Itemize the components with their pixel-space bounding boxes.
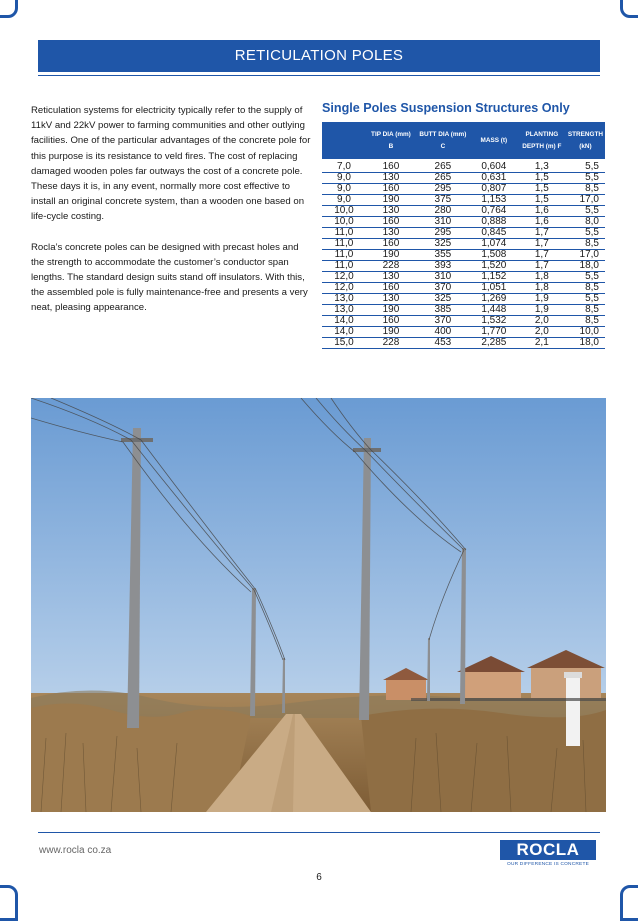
table-cell: 10,0 xyxy=(566,327,605,338)
logo-wordmark: ROCLA xyxy=(500,840,596,860)
table-cell: 5,5 xyxy=(566,272,605,283)
table-cell: 5,5 xyxy=(566,228,605,239)
table-cell: 130 xyxy=(366,228,416,239)
table-cell: 1,074 xyxy=(470,239,518,250)
table-cell: 1,532 xyxy=(470,316,518,327)
table-cell: 12,0 xyxy=(322,283,366,294)
col-mass-header: MASS (t) xyxy=(470,122,518,159)
page-number: 6 xyxy=(316,872,322,883)
table-cell: 130 xyxy=(366,206,416,217)
table-row xyxy=(322,250,605,261)
table-cell: 11,0 xyxy=(322,228,366,239)
table-header-row xyxy=(322,122,605,159)
table-row xyxy=(322,294,605,305)
table-cell: 325 xyxy=(416,239,470,250)
table-title: Single Poles Suspension Structures Only xyxy=(322,101,570,115)
table-cell: 190 xyxy=(366,327,416,338)
corner-bracket-bottom-right xyxy=(620,885,638,921)
table-cell: 7,0 xyxy=(322,159,366,173)
table-cell: 228 xyxy=(366,261,416,272)
corner-bracket-top-right xyxy=(620,0,638,18)
table-cell: 0,807 xyxy=(470,184,518,195)
table-cell: 385 xyxy=(416,305,470,316)
table-cell: 325 xyxy=(416,294,470,305)
table-cell: 5,5 xyxy=(566,159,605,173)
table-cell: 190 xyxy=(366,305,416,316)
table-cell: 370 xyxy=(416,316,470,327)
table-cell: 8,5 xyxy=(566,283,605,294)
table-row xyxy=(322,305,605,316)
table-cell: 190 xyxy=(366,250,416,261)
table-cell: 5,5 xyxy=(566,294,605,305)
table-cell: 1,269 xyxy=(470,294,518,305)
pole-spec-table xyxy=(322,122,605,349)
table-cell: 13,0 xyxy=(322,294,366,305)
table-cell: 9,0 xyxy=(322,195,366,206)
table-cell: 18,0 xyxy=(566,261,605,272)
table-cell: 11,0 xyxy=(322,239,366,250)
table-row xyxy=(322,338,605,349)
table-cell: 265 xyxy=(416,173,470,184)
table-cell: 1,5 xyxy=(518,184,566,195)
table-cell: 8,0 xyxy=(566,217,605,228)
col-strength-header: STRENGTH (kN) xyxy=(566,122,605,159)
table-cell: 2,0 xyxy=(518,327,566,338)
table-cell: 0,845 xyxy=(470,228,518,239)
intro-paragraph-2: Rocla’s concrete poles can be designed with precast holes and the strength to accommodate the customer’s conductor span lengths. The standard design suits stand off insulators. With this, the assembled pole is fully maintenance-free and presents a very neat, pleasing appearance. xyxy=(31,241,308,314)
table-cell: 1,508 xyxy=(470,250,518,261)
table-row xyxy=(322,228,605,239)
footer-divider xyxy=(38,832,600,833)
table-cell: 0,631 xyxy=(470,173,518,184)
table-row xyxy=(322,184,605,195)
table-cell: 12,0 xyxy=(322,272,366,283)
col-tip-dia-header: TIP DIA (mm) B xyxy=(366,122,416,159)
table-row xyxy=(322,217,605,228)
table-cell: 17,0 xyxy=(566,250,605,261)
table-cell: 8,5 xyxy=(566,305,605,316)
table-cell: 17,0 xyxy=(566,195,605,206)
table-cell: 11,0 xyxy=(322,261,366,272)
table-cell: 1,8 xyxy=(518,283,566,294)
table-cell: 160 xyxy=(366,217,416,228)
table-cell: 0,764 xyxy=(470,206,518,217)
table-cell: 1,6 xyxy=(518,217,566,228)
col-planting-depth-header: PLANTING DEPTH (m) F xyxy=(518,122,566,159)
table-cell: 1,152 xyxy=(470,272,518,283)
table-cell: 1,7 xyxy=(518,228,566,239)
table-cell: 160 xyxy=(366,316,416,327)
table-cell: 15,0 xyxy=(322,338,366,349)
table-cell: 295 xyxy=(416,184,470,195)
col-length-header xyxy=(322,122,366,159)
table-cell: 130 xyxy=(366,272,416,283)
table-cell: 1,7 xyxy=(518,250,566,261)
table-cell: 1,3 xyxy=(518,159,566,173)
table-cell: 1,520 xyxy=(470,261,518,272)
table-cell: 2,0 xyxy=(518,316,566,327)
table-cell: 1,6 xyxy=(518,206,566,217)
table-cell: 9,0 xyxy=(322,184,366,195)
table-row xyxy=(322,239,605,250)
table-cell: 1,8 xyxy=(518,272,566,283)
table-cell: 228 xyxy=(366,338,416,349)
table-cell: 11,0 xyxy=(322,250,366,261)
table-row xyxy=(322,283,605,294)
table-row xyxy=(322,159,605,173)
table-cell: 1,7 xyxy=(518,261,566,272)
table-cell: 375 xyxy=(416,195,470,206)
table-cell: 9,0 xyxy=(322,173,366,184)
table-cell: 1,770 xyxy=(470,327,518,338)
corner-bracket-bottom-left xyxy=(0,885,18,921)
table-cell: 370 xyxy=(416,283,470,294)
table-row xyxy=(322,316,605,327)
table-cell: 130 xyxy=(366,173,416,184)
table-row xyxy=(322,261,605,272)
table-cell: 10,0 xyxy=(322,206,366,217)
col-butt-dia-header: BUTT DIA (mm) C xyxy=(416,122,470,159)
reticulation-poles-photo xyxy=(31,398,606,812)
footer-website-link[interactable]: www.rocla co.za xyxy=(39,845,112,856)
table-cell: 14,0 xyxy=(322,316,366,327)
table-cell: 130 xyxy=(366,294,416,305)
rocla-logo xyxy=(500,840,596,867)
corner-bracket-top-left xyxy=(0,0,18,18)
table-cell: 13,0 xyxy=(322,305,366,316)
table-cell: 0,888 xyxy=(470,217,518,228)
table-cell: 5,5 xyxy=(566,173,605,184)
table-row xyxy=(322,173,605,184)
table-cell: 355 xyxy=(416,250,470,261)
table-cell: 2,285 xyxy=(470,338,518,349)
table-cell: 295 xyxy=(416,228,470,239)
table-cell: 1,5 xyxy=(518,173,566,184)
table-cell: 400 xyxy=(416,327,470,338)
table-row xyxy=(322,206,605,217)
title-divider xyxy=(38,75,600,76)
intro-paragraph-1: Reticulation systems for electricity typically refer to the supply of 11kV and 22kV power to farming communities and other outlying facilities. One of the particular advantages of the concrete pole for this purpose is its resistance to veld fires. The cost of replacing damaged wooden poles far outways the cost of a concrete pole. These days it is, in any event, normally more cost effective to install an original concrete system, than a wooden one based on life-cycle costing. xyxy=(31,105,311,223)
table-cell: 8,5 xyxy=(566,239,605,250)
table-row xyxy=(322,327,605,338)
table-cell: 265 xyxy=(416,159,470,173)
table-cell: 190 xyxy=(366,195,416,206)
table-cell: 1,9 xyxy=(518,294,566,305)
intro-text xyxy=(31,103,313,331)
table-cell: 0,604 xyxy=(470,159,518,173)
table-cell: 10,0 xyxy=(322,217,366,228)
table-cell: 453 xyxy=(416,338,470,349)
table-cell: 14,0 xyxy=(322,327,366,338)
table-cell: 2,1 xyxy=(518,338,566,349)
table-cell: 1,448 xyxy=(470,305,518,316)
table-cell: 8,5 xyxy=(566,316,605,327)
table-cell: 1,7 xyxy=(518,239,566,250)
table-cell: 160 xyxy=(366,159,416,173)
photo-illustration xyxy=(31,398,606,812)
table-cell: 160 xyxy=(366,283,416,294)
table-cell: 160 xyxy=(366,239,416,250)
table-cell: 5,5 xyxy=(566,206,605,217)
logo-tagline: OUR DIFFERENCE IS CONCRETE xyxy=(507,862,589,867)
table-cell: 1,9 xyxy=(518,305,566,316)
table-cell: 1,5 xyxy=(518,195,566,206)
table-cell: 1,051 xyxy=(470,283,518,294)
table-cell: 8,5 xyxy=(566,184,605,195)
table-row xyxy=(322,195,605,206)
table-cell: 160 xyxy=(366,184,416,195)
table-cell: 310 xyxy=(416,217,470,228)
table-cell: 393 xyxy=(416,261,470,272)
table-cell: 310 xyxy=(416,272,470,283)
table-row xyxy=(322,272,605,283)
page-title: RETICULATION POLES xyxy=(38,40,600,72)
table-cell: 280 xyxy=(416,206,470,217)
table-cell: 1,153 xyxy=(470,195,518,206)
table-cell: 18,0 xyxy=(566,338,605,349)
